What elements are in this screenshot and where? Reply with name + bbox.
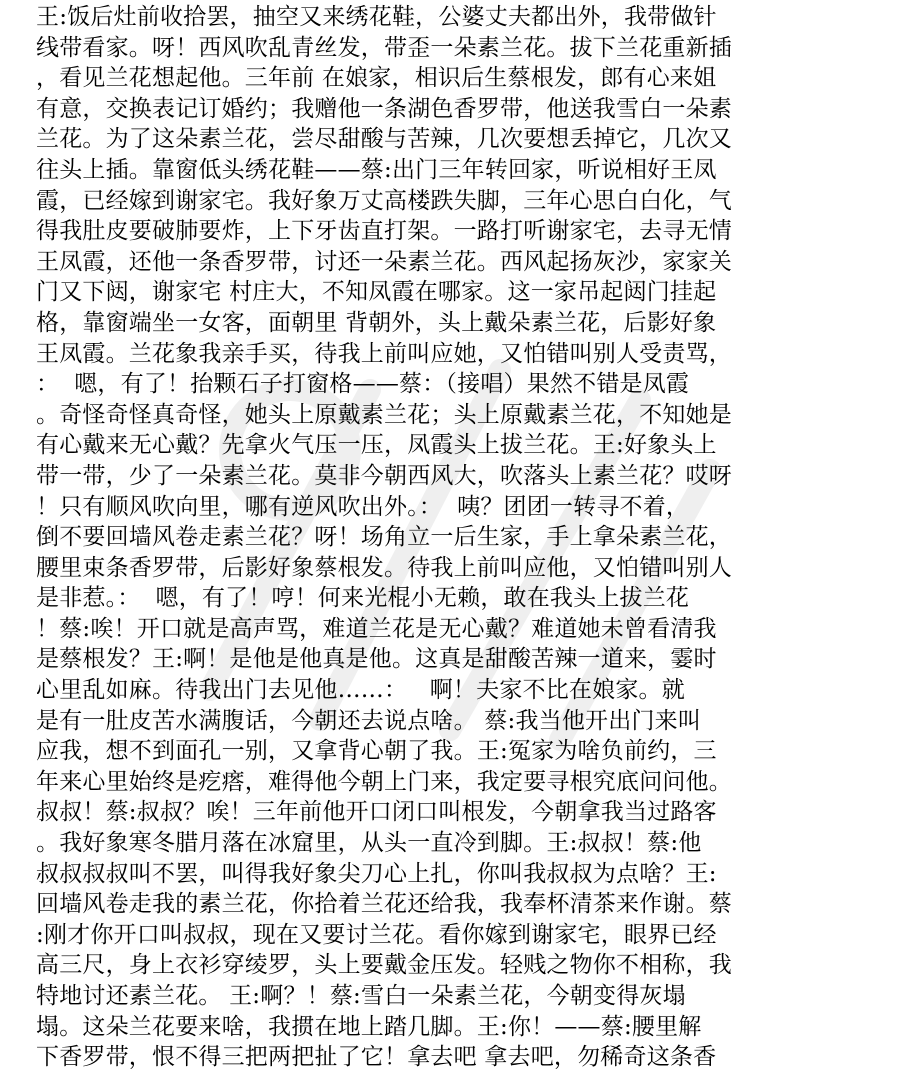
text-line: 塌。这朵兰花要来啥，我掼在地上踏几脚。王:你！——蔡:腰里解 <box>36 1013 702 1040</box>
text-line: 腰里束条香罗带，后影好象蔡根发。待我上前叫应他，又怕错叫别人 <box>36 554 732 581</box>
text-line: :刚才你开口叫叔叔，现在又要讨兰花。看你嫁到谢家宅，眼界已经 <box>36 921 717 948</box>
text-line: 往头上插。靠窗低头绣花鞋——蔡:出门三年转回家，听说相好王凤 <box>36 156 717 183</box>
text-line: 回墙风卷走我的素兰花，你拾着兰花还给我，我奉杯清茶来作谢。蔡 <box>36 891 732 918</box>
text-line: 王凤霞。兰花象我亲手买，待我上前叫应她，又怕错叫别人受责骂， <box>36 340 732 367</box>
text-line: 兰花。为了这朵素兰花，尝尽甜酸与苦辣，几次要想丢掉它，几次又 <box>36 126 732 153</box>
text-line: 门又下闼，谢家宅 村庄大，不知凤霞在哪家。这一家吊起闼门挂起 <box>36 279 717 306</box>
text-line: 叔叔叔叔叫不罢，叫得我好象尖刀心上扎，你叫我叔叔为点啥？王: <box>36 860 717 887</box>
text-line: 带一带，少了一朵素兰花。莫非今朝西风大，吹落头上素兰花？哎呀 <box>36 462 732 489</box>
text-line: 是非惹。： 嗯，有了！哼！何来光棍小无赖，敢在我头上拔兰花 <box>36 585 690 612</box>
text-line: 特地讨还素兰花。 王:啊？！蔡:雪白一朵素兰花，今朝变得灰塌 <box>36 983 686 1009</box>
text-line: 格，靠窗端坐一女客，面朝里 背朝外，头上戴朵素兰花，后影好象 <box>36 309 717 336</box>
text-line: 有心戴来无心戴？先拿火气压一压，凤霞头上拔兰花。王:好象头上 <box>36 432 717 459</box>
text-line: ！蔡:唉！开口就是高声骂，难道兰花是无心戴？难道她未曾看清我 <box>36 615 717 642</box>
text-line: ： 嗯，有了！抬颗石子打窗格——蔡：（接唱）果然不错是凤霞 <box>36 371 690 398</box>
text-line: 线带看家。呀！西风吹乱青丝发，带歪一朵素兰花。拔下兰花重新插 <box>36 34 732 61</box>
text-line: 得我肚皮要破肺要炸，上下牙齿直打架。一路打听谢家宅，去寻无情 <box>36 218 732 245</box>
text-line: 是有一肚皮苦水满腹话，今朝还去说点啥。 蔡:我当他开出门来叫 <box>36 707 702 734</box>
text-line: ，看见兰花想起他。三年前 在娘家，相识后生蔡根发，郎有心来姐 <box>36 65 717 92</box>
text-line: 年来心里始终是疙瘩，难得他今朝上门来，我定要寻根究底问问他。 <box>36 768 732 795</box>
text-line: 。我好象寒冬腊月落在冰窟里，从头一直冷到脚。王:叔叔！蔡:他 <box>36 830 702 857</box>
text-line: 有意，交换表记订婚约；我赠他一条湖色香罗带，他送我雪白一朵素 <box>36 95 732 122</box>
text-line: ！只有顺风吹向里，哪有逆风吹出外。： 咦？团团一转寻不着， <box>36 493 690 520</box>
text-line: 王:饭后灶前收拾罢，抽空又来绣花鞋，公婆丈夫都出外，我带做针 <box>36 4 717 30</box>
text-line: 倒不要回墙风卷走素兰花？呀！场角立一后生家，手上拿朵素兰花， <box>36 524 732 551</box>
text-line: 心里乱如麻。待我出门去见他……： 啊！夫家不比在娘家。就 <box>36 677 685 704</box>
text-line: 下香罗带，恨不得三把两把扯了它！拿去吧 拿去吧，勿稀奇这条香 <box>36 1044 717 1071</box>
text-line: 应我，想不到面孔一别，又拿背心朝了我。王:冤家为啥负前约，三 <box>36 738 717 765</box>
text-line: 霞，已经嫁到谢家宅。我好象万丈高楼跌失脚，三年心思白白化，气 <box>36 187 732 214</box>
text-line: 叔叔！蔡:叔叔？唉！三年前他开口闭口叫根发，今朝拿我当过路客 <box>36 799 717 826</box>
text-line: 。奇怪奇怪真奇怪，她头上原戴素兰花；头上原戴素兰花，不知她是 <box>36 401 732 428</box>
text-line: 高三尺，身上衣衫穿绫罗，头上要戴金压发。轻贱之物你不相称，我 <box>36 952 732 979</box>
text-line: 王凤霞，还他一条香罗带，讨还一朵素兰花。西风起扬灰沙，家家关 <box>36 248 732 275</box>
text-line: 是蔡根发？王:啊！是他是他真是他。这真是甜酸苦辣一道来，霎时 <box>36 646 717 673</box>
script-text-body <box>36 2 876 1073</box>
